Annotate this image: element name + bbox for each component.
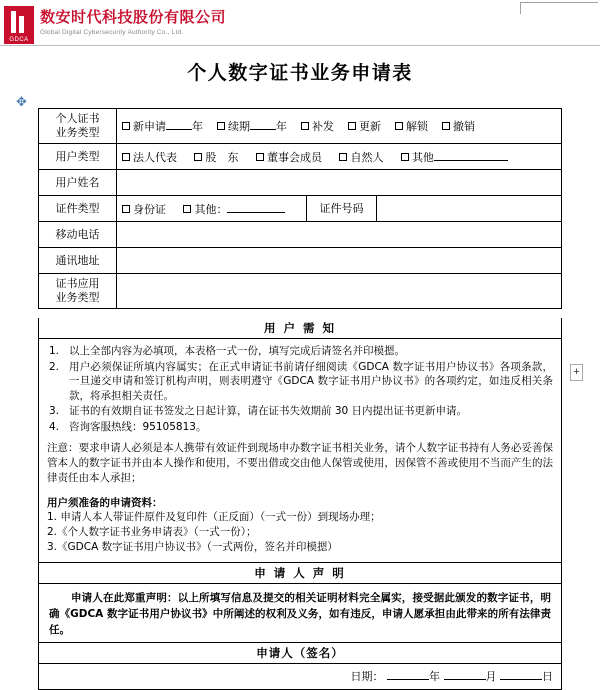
- label-cert-type: 证件类型: [39, 196, 117, 222]
- input-other-user-type[interactable]: [434, 150, 508, 161]
- table-row-user-type: [39, 144, 562, 170]
- gdca-logo-icon: [4, 6, 34, 44]
- header-rule-vertical: [520, 2, 521, 14]
- notice-list: [47, 344, 553, 434]
- signature-label: 申请人（签名）: [38, 643, 562, 664]
- cell-cert-type-options[interactable]: [117, 196, 307, 222]
- page-title: 个人数字证书业务申请表: [187, 62, 413, 84]
- checkbox-icon[interactable]: [348, 122, 356, 130]
- label-cert-no: 证件号码: [307, 196, 377, 222]
- list-item-number: 4.: [49, 420, 60, 433]
- notice-warning: 注意：要求申请人必须是本人携带有效证件到现场申办数字证书相关业务，请个人数字证书持有人务必妥善保管本人的数字证书并由本人操作和使用，不要出借或交由他人保管或使用，因保管不善或使用不当而产生的法律责任由本人承担；: [47, 442, 553, 484]
- checkbox-icon[interactable]: [395, 122, 403, 130]
- table-row-name: [39, 170, 562, 196]
- label-mobile: 移动电话: [39, 222, 117, 248]
- checkbox-icon[interactable]: [256, 153, 264, 161]
- list-item: [47, 344, 553, 359]
- company-name-cn: 数安时代科技股份有限公司: [40, 8, 227, 26]
- checkbox-icon[interactable]: [301, 122, 309, 130]
- header-divider: [0, 45, 600, 46]
- list-item: [47, 360, 553, 404]
- input-address[interactable]: [117, 248, 562, 274]
- list-item: [47, 420, 553, 435]
- input-mobile[interactable]: [117, 222, 562, 248]
- option-update[interactable]: 更新: [348, 118, 381, 134]
- table-row-biz-type: [39, 109, 562, 144]
- option-id-card[interactable]: 身份证: [122, 201, 166, 217]
- label-app-biz-type: 证书应用 业务类型: [39, 274, 117, 309]
- materials-item: 2.《个人数字证书业务申请表》（一式一份）；: [47, 526, 257, 538]
- list-item-number: 1.: [49, 345, 60, 357]
- list-item: [47, 404, 553, 419]
- option-reissue[interactable]: 补发: [301, 118, 334, 134]
- list-item-text: 证书的有效期自证书签发之日起计算，请在证书失效期前 30 日内提出证书更新申请。: [69, 405, 468, 417]
- list-item-text: 用户必须保证所填内容属实；在正式申请证书前请仔细阅读《GDCA 数字证书用户协议书》各项条款，一旦递交申请和签订机构声明，则表明遵守《GDCA 数字证书用户协议书》的各项约定，如违反相关条款，将承担相关责任。: [69, 360, 553, 402]
- option-board-member[interactable]: 董事会成员: [256, 149, 322, 165]
- checkbox-icon[interactable]: [217, 122, 225, 130]
- materials-item: 3.《GDCA 数字证书用户协议书》（一式两份，签名并印模摁）: [47, 541, 338, 553]
- table-row-mobile: [39, 222, 562, 248]
- checkbox-icon[interactable]: [339, 153, 347, 161]
- checkbox-icon[interactable]: [442, 122, 450, 130]
- list-item-text: 咨询客服热线：95105813。: [69, 420, 207, 433]
- input-other-cert-type[interactable]: [227, 202, 285, 213]
- option-new-application[interactable]: 新申请 年: [122, 118, 203, 134]
- expand-button[interactable]: +: [570, 364, 583, 381]
- list-item-number: 2.: [49, 360, 60, 373]
- label-user-name: 用户姓名: [39, 170, 117, 196]
- cell-biz-type-options[interactable]: [117, 109, 562, 144]
- input-app-biz-type[interactable]: [117, 274, 562, 309]
- table-row-address: [39, 248, 562, 274]
- label-user-type: 用户类型: [39, 144, 117, 170]
- date-year-unit: 年: [429, 670, 440, 683]
- label-address: 通讯地址: [39, 248, 117, 274]
- option-natural-person[interactable]: 自然人: [339, 149, 383, 165]
- input-day[interactable]: [500, 669, 542, 680]
- list-item-number: 3.: [49, 405, 60, 417]
- notice-body: [38, 339, 562, 563]
- label-biz-type: 个人证书 业务类型: [39, 109, 117, 144]
- input-user-name[interactable]: [117, 170, 562, 196]
- option-shareholder[interactable]: 股 东: [194, 149, 238, 165]
- application-form-table: [38, 108, 562, 309]
- header-rule-top: [520, 2, 598, 3]
- checkbox-icon[interactable]: [183, 205, 191, 213]
- list-item-text: 以上全部内容为必填项，本表格一式一份，填写完成后请签名并印模摁。: [69, 345, 405, 357]
- table-row-app-type: [39, 274, 562, 309]
- checkbox-icon[interactable]: [122, 205, 130, 213]
- option-other-cert-type[interactable]: 其他：: [183, 201, 285, 217]
- declaration-body: [38, 584, 562, 643]
- date-row[interactable]: [38, 664, 562, 690]
- option-legal-representative[interactable]: 法人代表: [122, 149, 177, 165]
- checkbox-icon[interactable]: [122, 153, 130, 161]
- company-logo: [4, 6, 226, 44]
- input-month[interactable]: [444, 669, 486, 680]
- materials-item: 1. 申请人本人带证件原件及复印件（正反面）（一式一份）到现场办理；: [47, 511, 381, 523]
- checkbox-icon[interactable]: [122, 122, 130, 130]
- input-year[interactable]: [387, 669, 429, 680]
- option-revoke[interactable]: 撤销: [442, 118, 475, 134]
- notice-and-declaration: [38, 318, 562, 690]
- input-renew-years[interactable]: [250, 119, 276, 130]
- input-cert-no[interactable]: [377, 196, 562, 222]
- move-handle-icon[interactable]: ✥: [16, 94, 27, 109]
- declaration-text: 申请人在此郑重声明：以上所填写信息及提交的相关证明材料完全属实，接受据此颁发的数字证书，明确《GDCA 数字证书用户协议书》中所阐述的权利及义务，如有违反，申请人愿承担由此带来的所有法律责任。: [49, 592, 551, 636]
- checkbox-icon[interactable]: [401, 153, 409, 161]
- date-label: 日期：: [350, 670, 384, 683]
- option-unlock[interactable]: 解锁: [395, 118, 428, 134]
- checkbox-icon[interactable]: [194, 153, 202, 161]
- date-day-unit: 日: [542, 670, 553, 683]
- cell-user-type-options[interactable]: [117, 144, 562, 170]
- notice-heading: 用 户 需 知: [38, 318, 562, 339]
- option-other-user-type[interactable]: 其他: [401, 149, 508, 165]
- table-row-cert-type: [39, 196, 562, 222]
- company-name-en: Global Digital Cybersecurity Authority Co., Ltd.: [40, 29, 184, 36]
- materials-title: 用户须准备的申请资料：: [47, 497, 163, 509]
- input-new-years[interactable]: [166, 119, 192, 130]
- option-renew[interactable]: 续期 年: [217, 118, 287, 134]
- date-month-unit: 月: [485, 670, 497, 683]
- logo-badge-text: GDCA: [9, 37, 29, 43]
- declaration-heading: 申 请 人 声 明: [38, 563, 562, 584]
